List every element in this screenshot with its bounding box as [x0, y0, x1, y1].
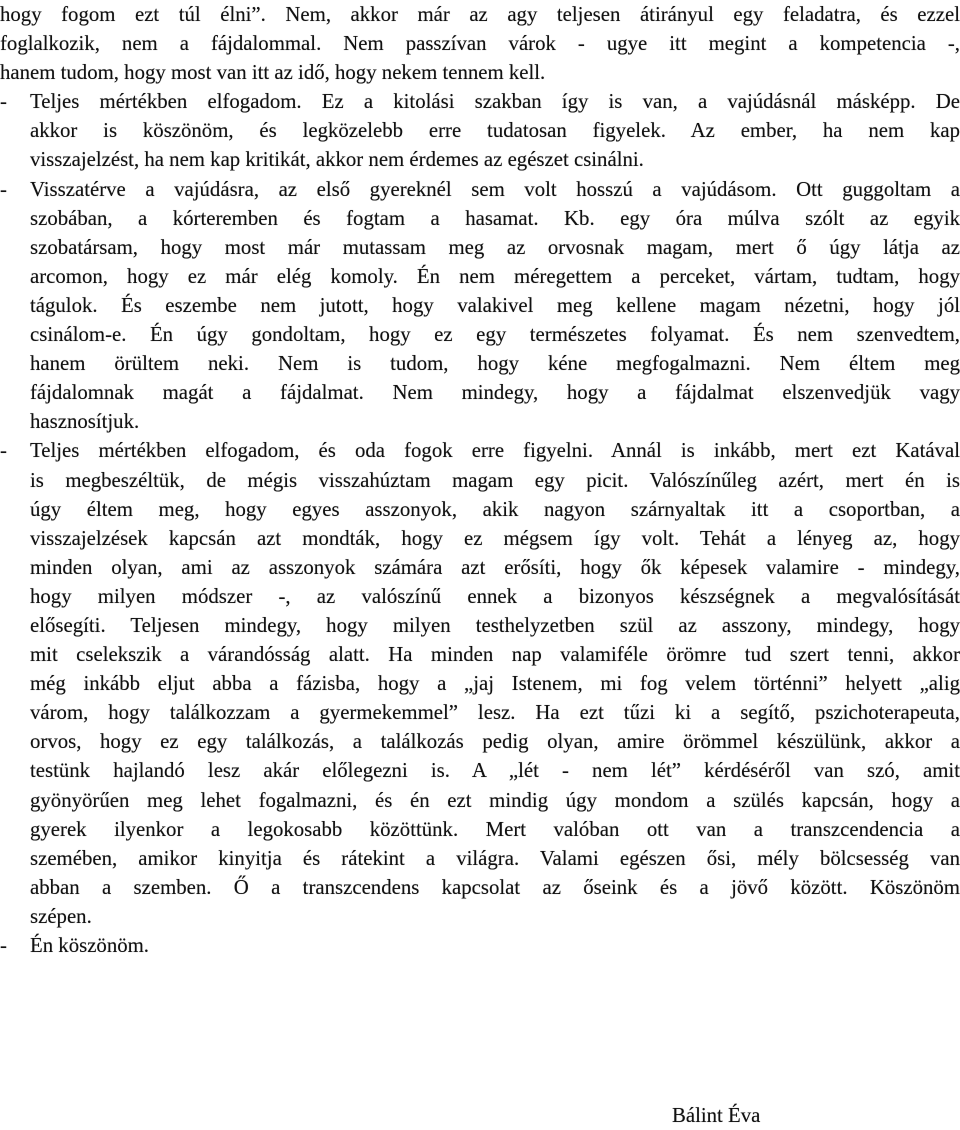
text-line: Én köszönöm. — [30, 934, 149, 957]
text-line: úgy éltem meg, hogy egyes asszonyok, akik nagyon szárnyaltak itt a csoportban, a — [30, 497, 960, 521]
text-line: szemében, amikor kinyitja és rátekint a világra. Valami egészen ősi, mély bölcsesség van — [30, 846, 960, 870]
text-line: foglalkozik, nem a fájdalommal. Nem passzívan várok - ugye itt megint a kompetencia -, — [0, 32, 960, 56]
text-line: szobatársam, hogy most már mutassam meg az orvosnak magam, mert ő úgy látja az — [30, 235, 960, 259]
text-line: minden olyan, ami az asszonyok számára azt erősíti, hogy ők képesek valamire - mindegy, — [30, 555, 960, 579]
text-line: Teljes mértékben elfogadom. Ez a kitolási szakban így is van, a vajúdásnál másképp. De — [30, 90, 960, 114]
dialogue-dash: - — [0, 177, 7, 201]
text-line: hogy fogom ezt túl élni”. Nem, akkor már az agy teljesen átirányul egy feladatra, és ezzel — [0, 3, 960, 26]
text-line: orvos, hogy ez egy találkozás, a találkozás pedig olyan, amire örömmel készülünk, akkor a — [30, 730, 960, 754]
dialogue-line-first — [0, 87, 960, 116]
text-line: fájdalomnak magát a fájdalmat. Nem mindegy, hogy a fájdalmat elszenvedjük vagy — [30, 381, 960, 405]
text-line: Visszatérve a vajúdásra, az első gyereknél sem volt hosszú a vajúdásom. Ott guggoltam a — [30, 177, 960, 201]
text-line: abban a szemben. Ő a transzcendens kapcsolat az őseink és a jövő között. Köszönöm — [30, 875, 960, 899]
text-line: elősegíti. Teljesen mindegy, hogy milyen testhelyzetben szül az asszony, mindegy, hogy — [30, 613, 960, 637]
text-line: még inkább eljut abba a fázisba, hogy a „jaj Istenem, mi fog velem történni” helyett „alig — [30, 672, 960, 696]
text-line: is megbeszéltük, de mégis visszahúztam magam egy picit. Valószínűleg azért, mert én is — [30, 468, 960, 492]
dialogue-line-first — [0, 436, 960, 465]
text-line: visszajelzések kapcsán azt mondták, hogy ez mégsem így volt. Tehát a lényeg az, hogy — [30, 526, 960, 550]
dialogue-dash: - — [0, 90, 7, 114]
text-line: akkor is köszönöm, és legközelebb erre tudatosan figyelek. Az ember, ha nem kap — [30, 119, 960, 143]
text-line: gyönyörűen meg lehet fogalmazni, és én ezt mindig úgy mondom a szülés kapcsán, hogy a — [30, 788, 960, 812]
text-line: csinálom-e. Én úgy gondoltam, hogy ez egy természetes folyamat. És nem szenvedtem, — [30, 323, 960, 347]
dialogue-dash: - — [0, 439, 7, 463]
text-line: Teljes mértékben elfogadom, és oda fogok erre figyelni. Annál is inkább, mert ezt Katával — [30, 439, 960, 463]
text-line: hasznosítjuk. — [30, 410, 140, 434]
text-line: testünk hajlandó lesz akár előlegezni is. A „lét - nem lét” kérdéséről van szó, amit — [30, 759, 960, 783]
dialogue-line-first — [0, 931, 960, 960]
text-line: hanem tudom, hogy most van itt az idő, hogy nekem tennem kell. — [0, 61, 546, 85]
text-line: tágulok. És eszembe nem jutott, hogy valakivel meg kellene magam nézetni, hogy jól — [30, 293, 960, 317]
dialogue-line-first — [0, 175, 960, 204]
text-line: gyerek ilyenkor a legokosabb közöttünk. Mert valóban ott van a transzcendencia a — [30, 817, 960, 841]
text-line: hanem örültem neki. Nem is tudom, hogy kéne megfogalmazni. Nem éltem meg — [30, 352, 960, 376]
text-line: hogy milyen módszer -, az valószínű ennek a bizonyos készségnek a megvalósítását — [30, 584, 960, 608]
text-line: visszajelzést, ha nem kap kritikát, akkor nem érdemes az egészet csinálni. — [30, 148, 644, 172]
text-line: mit cselekszik a várandósság alatt. Ha minden nap valamiféle örömre tud szert tenni, akkor — [30, 643, 960, 667]
text-line: szépen. — [30, 904, 92, 928]
text-line: szobában, a kórteremben és fogtam a hasamat. Kb. egy óra múlva szólt az egyik — [30, 206, 960, 230]
dialogue-dash: - — [0, 934, 7, 957]
text-line: arcomon, hogy ez már elég komoly. Én nem méregettem a perceket, vártam, tudtam, hogy — [30, 264, 960, 288]
author-signature: Bálint Éva — [672, 1104, 761, 1127]
text-line: várom, hogy találkozzam a gyermekemmel” lesz. Ha ezt tűzi ki a segítő, pszichoterapeuta, — [30, 701, 960, 725]
